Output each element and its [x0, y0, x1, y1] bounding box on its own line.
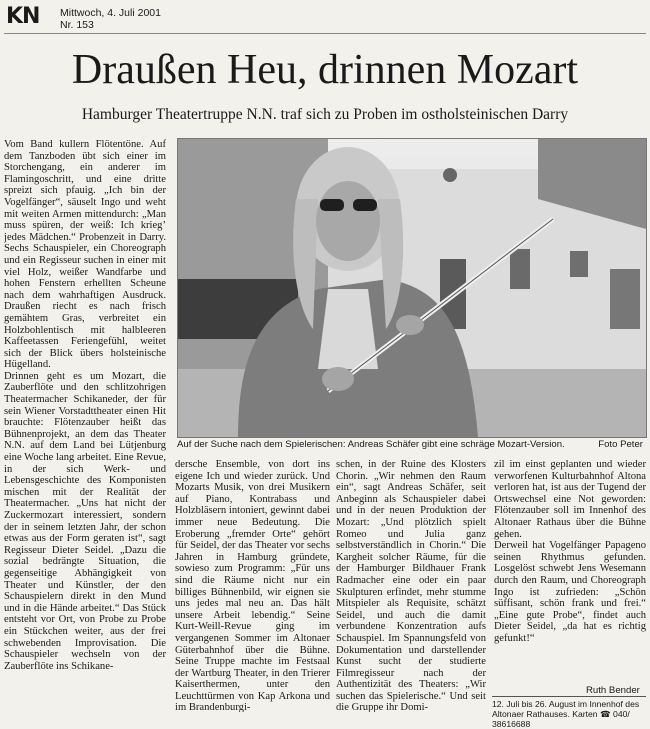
- dateline: [60, 7, 161, 31]
- photo-illustration: [178, 139, 646, 437]
- issue-date: Mittwoch, 4. Juli 2001: [60, 7, 161, 19]
- article-column-4: zil im einst geplanten und wieder verworfenen Kulturbahnhof Altona verloren hat, ist aus der Tugend der Ortswechsel eine Not geworden: Flötenzauber soll im Innenhof des Altonaer Rathaus über die Bühne gehen. Derweil hat Vogelfänger Papageno seinen Rhythmus gefunden. Losgelöst schwebt Jens Wesemann durch den Raum, und Choreograph Ingo ist zufrieden: „Schön süffisant, schön frank und frei.“ „Eine gute Probe“, findet auch Dieter Seidel, „da hat es richtig gefunkt!“: [494, 459, 646, 644]
- article-column-3: schen, in der Ruine des Klosters Chorin. „Wir nehmen den Raum ein“, sagt Andreas Schäfer, seit Anbeginn als Schauspieler dabei und in der neuen Produktion der Mozart: „Und plötzlich spielt Romeo und Julia ganz selbstverständlich in Chorin.“ Die Kargheit solcher Räume, für die der Hamburger Bildhauer Frank Radmacher eine oder ein paar Skulpturen erfindet, mehr stumme Mitspieler als Requisite, schätzt Seidel, und auch die damit verbundene Konzentration aufs Schauspiel. Im Spannungsfeld von Dokumentation und darstellender Kunst sucht der studierte Filmregisseur nach der Authentizität des Theaters: „Wir suchen das Spielerische.“ Und seit die Gruppe ihr Domi-: [336, 459, 486, 712]
- event-info-box: 12. Juli bis 26. August im Innenhof des Altonaer Rathauses. Karten ☎ 040/ 38616688: [492, 696, 646, 729]
- article-photo: [177, 138, 647, 438]
- article-column-2: dersche Ensemble, von dort ins eigene Ich und wieder zurück. Und Mozarts Musik, von drei Musikern auf Piano, Kontrabass und Holzbläsern intoniert, gewinnt dabei immer neue Bedeutung. Die Eroberung „fremder Orte“ gehört für Seidel, der das Theater vor sechs Jahren in Hamburg gründete, sowieso zum Programm: „Für uns sind die Räume nicht nur ein billiges Bühnenbild, wir eignen sie uns jedes mal neu an. Das hält unsere Arbeit lebendig.“ Seine Kurt-Weill-Revue ging im vergangenen Sommer im Altonaer Güterbahnhof über die Bühne. Seine Truppe machte im Festsaal der Wartburg Theater, in den Trierer Kaiserthermen, unter den Leuchttürmen von Kap Arkona und im Brandenburgi-: [175, 459, 330, 712]
- article-headline: Draußen Heu, drinnen Mozart: [71, 47, 579, 93]
- issue-number: Nr. 153: [60, 19, 94, 31]
- photo-caption-line: [177, 439, 645, 450]
- photo-caption: Auf der Suche nach dem Spielerischen: Andreas Schäfer gibt eine schräge Mozart-Version.: [177, 439, 565, 450]
- top-rule: [4, 33, 646, 34]
- newspaper-logo: KN: [6, 4, 40, 29]
- article-subheadline: Hamburger Theatertruppe N.N. traf sich zu Proben im ostholsteinischen Darry: [81, 106, 569, 123]
- photo-credit: Foto Peter: [598, 439, 643, 450]
- article-column-1: Vom Band kullern Flötentöne. Auf dem Tanzboden übt sich einer im Storchengang, ein anderer im Flamingoschritt, und eine dritte spreizt sich pfauig. „Ich bin der Vogelfänger“, säuselt Ingo und weht mit weiten Armen mittendurch: „Man muss spüren, der weiß: Ich krieg’ jedes Mädchen.“ Probenzeit in Darry. Sechs Schauspieler, ein Choreograph und ein Regisseur suchen in einer mit viel Holz, weißer Wandfarbe und hohen Fenstern erhellten Scheune nach dem wahrhaftigen Ausdruck. Draußen riecht es nach frisch gemähtem Gras, verbreitet ein Holzbohlentisch mit halbleeren Kaffeetassen Feriengefühl, weitet sich der Blick übers holsteinische Hügelland. Drinnen geht es um Mozart, die Zauberflöte und den schlitzohrigen Theatermacher Schikaneder, der für sein Wiener Vorstadttheater einen Hit brauchte: Flötenzauber heißt das Bühnenprojekt, an dem das Theater N.N. auf dem Land bei Lütjenburg eine Woche lang arbeitet. Eine Revue, in der sich Werk- und Lebensgeschichte des Komponisten mischen mit der Realität der Theatermacher. „Uns hat nicht der Zuckermozart interessiert, sondern der in seinem letzten Jahr, der schon etwas aus der Form geraten ist“, sagt Regisseur Dieter Seidel. „Dazu die sozial bedrängte Situation, die gegenseitige Abhängigkeit von Theater und Künstler, der den Schauspielern direkt in den Mund und in die Hände arbeitet.“ Das Stück entsteht vor Ort, von Probe zu Probe ein Stückchen weiter, aus der frei schwebenden Improvisation. Die Schauspieler wechseln von der Zauberflöte ins Schikane-: [4, 139, 166, 672]
- author-byline: Ruth Bender: [586, 685, 640, 696]
